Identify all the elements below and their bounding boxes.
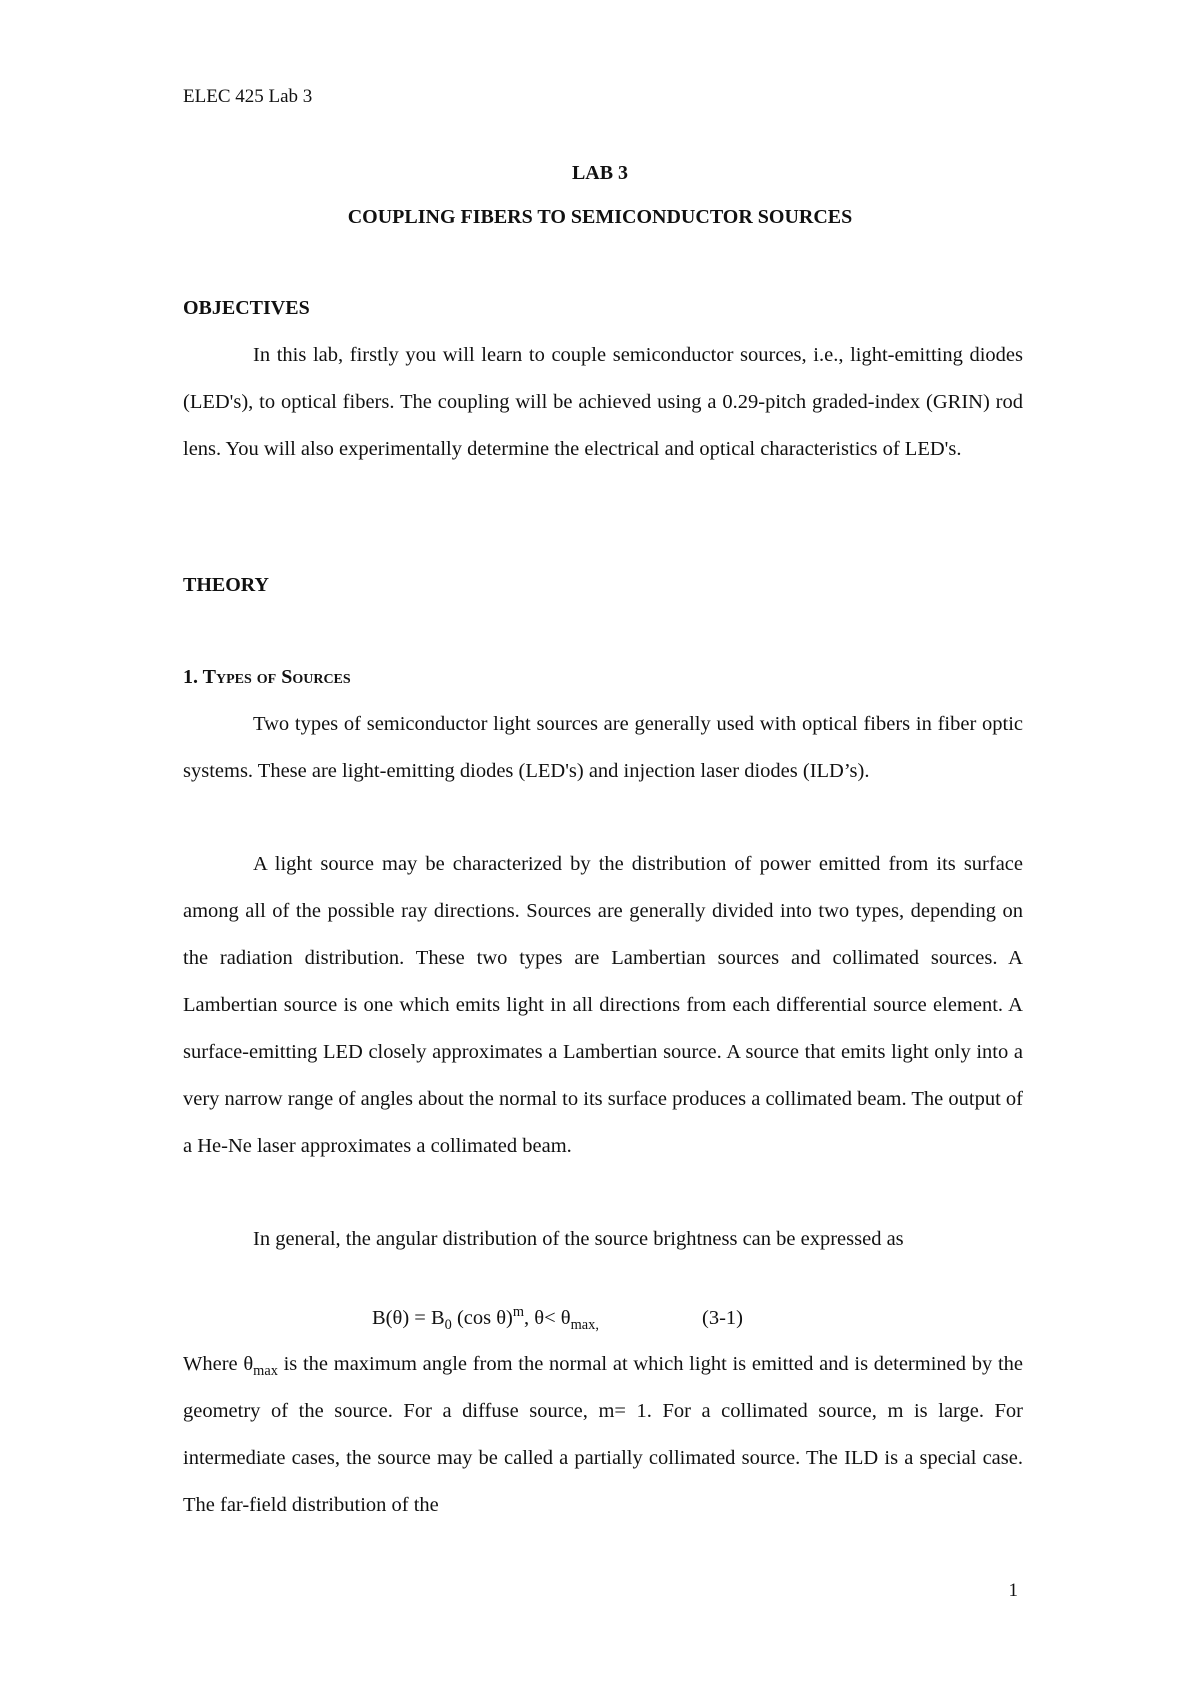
lab-main-title: COUPLING FIBERS TO SEMICONDUCTOR SOURCES bbox=[347, 206, 853, 228]
theory-heading: THEORY bbox=[183, 574, 269, 596]
page-number: 1 bbox=[1008, 1580, 1018, 1601]
sources-paragraph-2: A light source may be characterized by the distribution of power emitted from its surface among all of the possible ray directions. Sources are generally divided into two types, depending on the radiation distribution. These two types are Lambertian sources and collimated sources. A Lambertian source is one which emits light in all directions from each differential source element. A surface-emitting LED closely approximates a Lambertian source. A source that emits light only into a very narrow range of angles about the normal to its surface produces a collimated beam. The output of a He-Ne laser approximates a collimated beam. bbox=[183, 853, 1023, 1157]
sources-paragraph-1: Two types of semiconductor light sources are generally used with optical fibers in fiber optic systems. These are light-emitting diodes (LED's) and injection laser diodes (ILD’s). bbox=[183, 713, 1023, 782]
equation-number: (3-1) bbox=[702, 1307, 743, 1329]
running-header: ELEC 425 Lab 3 bbox=[183, 86, 313, 107]
objectives-heading: OBJECTIVES bbox=[183, 297, 310, 319]
objectives-paragraph: In this lab, firstly you will learn to couple semiconductor sources, i.e., light-emitting diodes (LED's), to optical fibers. The coupling will be achieved using a 0.29-pitch graded-index (GRIN) rod lens. You will also experimentally determine the electrical and optical characteristics of LED's. bbox=[183, 344, 1023, 460]
section-1-title: Types of Sources bbox=[202, 666, 351, 688]
sources-paragraph-4: Where $\theta_{max}$ is the maximum angle from the normal at which light is emitted and is determined by the geometry of the source. For a diffuse source, m= 1. For a collimated source, m is large. For intermediate cases, the source may be called a partially collimated source. The ILD is a special case. The far-field distribution of the bbox=[183, 1353, 1023, 1516]
equation-body: $B(\theta) = B_0$ (cos θ)$^m$, $\theta< \theta_{max,}$ bbox=[372, 1304, 599, 1334]
section-1-number: 1. bbox=[183, 666, 203, 688]
lab-number-title: LAB 3 bbox=[571, 162, 629, 184]
section-1-heading bbox=[183, 666, 351, 689]
sources-paragraph-3: In general, the angular distribution of the source brightness can be expressed as bbox=[253, 1228, 904, 1250]
